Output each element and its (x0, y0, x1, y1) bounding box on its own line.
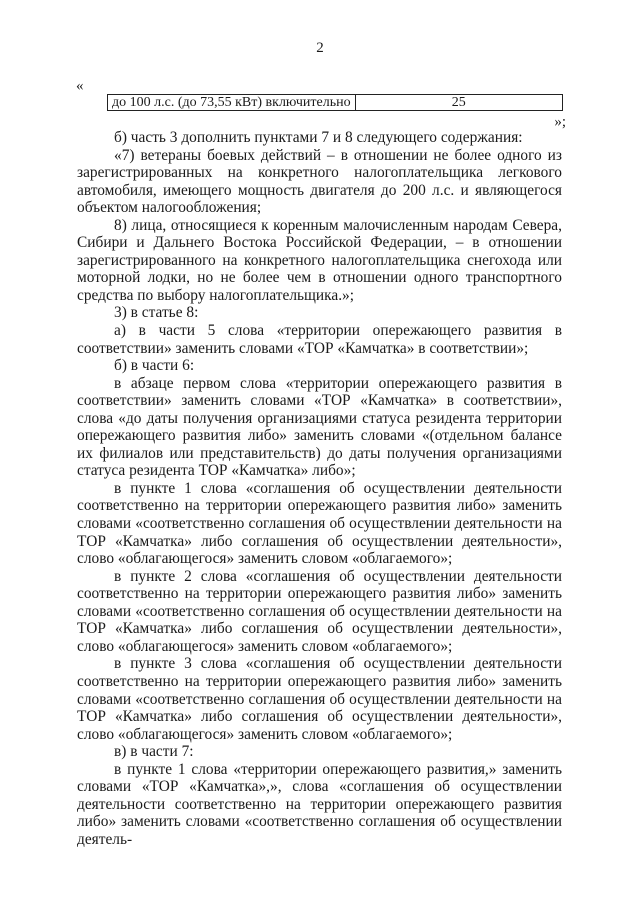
paragraph: в пункте 1 слова «территории опережающего развития,» заменить словами «ТОР «Камчатка»,», слова «соглашения об осуществлении деятельности соответственно на территории опережающего развития либо» заменить словами «соответственно соглашения об осуществлении деятель- (77, 760, 562, 848)
paragraph: 8) лица, относящиеся к коренным малочисленным народам Севера, Сибири и Дальнего Востока Российской Федерации, – в отношении зарегистрированного на конкретного налогоплательщика снегохода или моторной лодки, но не более чем в отношении одного транспортного средства по выбору налогоплательщика.»; (77, 216, 562, 304)
paragraph: в пункте 2 слова «соглашения об осуществлении деятельности соответственно на территории опережающего развития либо» заменить словами «соответственно соглашения об осуществлении деятельности на ТОР «Камчатка» либо соглашения об осуществлении деятельности», слово «облагающегося» заменить словом «облагаемого»; (77, 567, 562, 655)
tax-rate-table (107, 94, 563, 111)
paragraph: в) в части 7: (114, 743, 194, 761)
paragraph: «7) ветераны боевых действий – в отношении не более одного из зарегистрированных на конкретного налогоплательщика легкового автомобиля, имеющего мощность двигателя до 200 л.с. и являющегося объектом налогообложения; (77, 146, 562, 217)
paragraph: 3) в статье 8: (114, 304, 199, 322)
paragraph: в пункте 1 слова «соглашения об осуществлении деятельности соответственно на территории опережающего развития либо» заменить словами «соответственно соглашения об осуществлении деятельности на ТОР «Камчатка» либо соглашения об осуществлении деятельности», слово «облагающегося» заменить словом «облагаемого»; (77, 479, 562, 568)
page-number: 2 (316, 40, 324, 56)
document-body (77, 129, 562, 848)
paragraph: б) часть 3 дополнить пунктами 7 и 8 следующего содержания: (114, 129, 523, 146)
opening-quote-mark: « (76, 78, 84, 94)
paragraph: а) в части 5 слова «территории опережающего развития в соответствии» заменить словами «ТОР «Камчатка» в соответствии»; (77, 322, 562, 357)
closing-quote-mark: »; (554, 114, 566, 130)
table-cell-power-range: до 100 л.с. (до 73,55 кВт) включительно (108, 95, 356, 111)
table-cell-rate: 25 (355, 95, 562, 111)
paragraph: б) в части 6: (114, 357, 195, 375)
paragraph: в абзаце первом слова «территории опережающего развития в соответствии» заменить словами «ТОР «Камчатка» в соответствии», слова «до даты получения организациями статуса резидента территории опережающего развития либо» заменить словами «(отдельном балансе их филиалов или представительств) до даты получения организациями статуса резидента ТОР «Камчатка» либо»; (77, 374, 562, 480)
paragraph: в пункте 3 слова «соглашения об осуществлении деятельности соответственно на территории опережающего развития либо» заменить словами «соответственно соглашения об осуществлении деятельности на ТОР «Камчатка» либо соглашения об осуществлении деятельности», слово «облагающегося» заменить словом «облагаемого»; (77, 655, 562, 743)
table-row (108, 95, 563, 111)
